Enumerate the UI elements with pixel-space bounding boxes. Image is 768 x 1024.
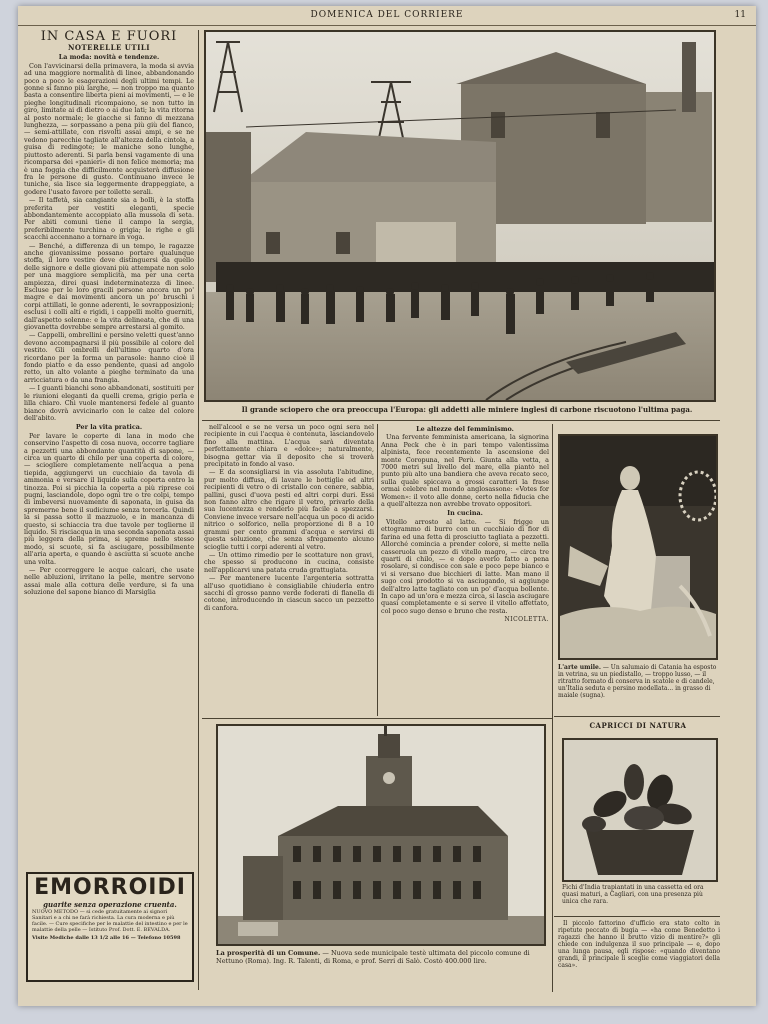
article-paragraph: Vitello arrosto al latte. — Si frigge un ettogrammo di burro con un cucchiaio di fior di farina ed una fetta di prosciutto tagliata a pezzetti. Allorché comincia a prender colore, si mette nella casseruola un pezzo di vitello magro, — circa tre quarti di chilo, — e dopo averlo fatto a pena rosolare, si condisce con sale e poco pepe bianco e vi si versano due bicchieri di latte. Man mano il sugo così prodotto si va asciugando, si aggiunge dell'altro latte tagliato con un po' d'acqua bollente. In capo ad un'ora e mezza circa, si lascia asciugare quasi completamente e si serve il vitello affettato, col poco sugo denso e bruno che resta. [381,517,549,615]
horizontal-rule [202,420,720,421]
statue-caption-title: L'arte umile. [558,664,601,671]
author-signature: NICOLETTA. [504,616,549,624]
anecdote-column [558,920,720,990]
ad-headline: EMORROIDI [34,875,186,900]
horizontal-rule [554,916,720,917]
article-paragraph: — Benché, a differenza di un tempo, le ragazze anche giovanissime possano portare qualunque stoffa, il loro vestire deve distinguersi da quello delle signore e delle giovani più attempate non solo per una maggiore semplicità, ma per una certa ampiezza, direi quasi indeterminatezza di linee. Escluse per le loro gracili persone ancora un po' magre e dai movimenti ancora un po' bruschi i corpi attillati, le gonne aderenti, le sovrapposizioni; esclusi i colli alti e rigidi, i cappelli molto guerniti, dall'aspetto solenne: e la vita delineata, che di una giovanetta dovrebbe sempre arrestarsi al gomito. [24,241,194,332]
column-rule [377,424,378,716]
article-paragraph: — E da sconsigliarsi in via assoluta l'abitudine, pur molto diffusa, di lavare le bottiglie ed altri recipienti di vetro o di cristallo con cenere, sabbia, pallini, gusci d'uova pesti ed altri corpi duri. Essi non fanno altro che rigare il vetro, privarlo della sua lucentezza e renderlo più facile a spezzarsi. Conviene invece versare nell'acqua un poco di acido nitrico o solforico, nella proporzione di 8 a 10 grammi per cento grammi d'acqua e servirsi di questa soluzione, che senza sfregamento alcuno scioglie tutti i corpi aderenti al vetro. [204,468,374,551]
horizontal-rule [554,716,720,717]
lard-statue-illustration [560,436,716,658]
ad-body: NUOVO METODO — si cede gratuitamente ai signori Sanitari e a chi ne farà richiesta. La cura moderna e più facile. — Cure specifiche per le malattie del intestino e per le malattie della pelle — Istituto Prof. Dott. E. BEVALDA. [32,909,188,933]
horizontal-rule [202,718,552,719]
article-paragraph: — I guanti bianchi sono abbandonati, sostituiti per le riunioni eleganti da quelli crema, grigio perla e lilla chiaro. Chi vuole mantenersi fedele al guanto bianco dovrà avvicinarlo con le calze del colore dell'abito. [24,384,194,422]
miners-strike-photo [204,30,716,402]
page-number: 11 [734,10,746,20]
section-subtitle: NOTERELLE UTILI [67,43,151,52]
cleaning-heading: Per la vita pratica. [75,423,143,432]
cactus-photo [562,738,718,882]
right-text-column [381,424,549,716]
town-hall-caption [216,950,550,965]
cactus-caption: Fichi d'India trapiantati in una cassetta ed ora quasi maturi, a Cagliari, con una presenza più unica che rara. [562,884,704,905]
article-paragraph: Con l'avvicinarsi della primavera, la moda si avvia ad una maggiore normalità di linee, abbandonando poco a poco le esagerazioni degli ultimi tempi. Le gonne si fanno più larghe, — non troppo ma quanto basta a consentire liberta pieni ai movimenti, — e le pieghe longitudinali ricompaiono, se non tutto in giro, limitate ai dì dietro o ai due lati; la vita ritorna al posto normale; le giacche si fanno di mezzana lunghezza, — sorpassano a pena più giù del fianco, — semi-attillate, con risvolti assai ampi, e se ne vedono parecchie tagliate all'altezza della cintola, a guisa di redingote; le maniche sono lunghe, piuttosto aderenti. Si parla bensì vagamente di una ricomparsa dei «panieri» di non felice memoria; ma è una foggia che difficilmente acquisterà diffusione fra le persone di gusto. Continuano invece le tuniche, sia lisce sia leggermente drappeggiate, a godere l'usato favore per toilette serali. [24,61,194,196]
statue-caption-text: — Un salumaio di Catania ha esposto in vetrina, su un piedistallo, — troppo lusso, — il ritratto formato di conserva in scatole e di candele, un'Italia seduta e persino modellata... in grasso di maiale (sugna). [558,664,717,699]
town-hall-caption-title: La prosperità di un Comune. [216,949,321,957]
running-header [18,10,756,26]
feminism-heading: Le altezze del femminismo. [416,425,514,433]
miners-strike-illustration [206,32,714,400]
newspaper-page [18,6,756,1006]
section-title: IN CASA E FUORI [40,30,178,44]
ad-subheadline: guarite senza operazione cruenta. [43,900,177,909]
article-paragraph: — Cappelli, ombrellini e persino veletti quest'anno devono accompagnarsi il più possibile al colore del vestito. Gli ombrelli dell'ultimo quarto d'ora ricordano per la forma un parasole: hanno cioè il fondo piatto e da esso pendente, quasi ad angolo retto, un alto volante a pieghe terminato da una arricciatura o da una frangia. [24,331,194,384]
ad-footer: Visite Mediche dalle 13 1/2 alle 16 — Telefono 10598 [32,935,181,941]
article-paragraph: — Il taffetà, sia cangiante sia a bolli, è la stoffa preferita per vestiti eleganti, specie abbondantemente accoppiato alla mussola di seta. Per abiti comuni tiene il campo la sergia, preferibilmente turchina o grigia; le righe e gli scacchi accennano a tornare in voga. [24,196,194,242]
statue-photo [558,434,718,660]
fashion-heading: La moda: novità e tendenze. [58,53,160,62]
column-rule [198,30,199,990]
masthead: DOMENICA DEL CORRIERE [310,10,464,20]
column-rule [552,424,553,992]
kitchen-heading: In cucina. [447,509,483,518]
article-paragraph: — Un ottimo rimedio per le scottature non gravi, che spesso si producono in cucina, consiste nell'applicarvi una patata cruda grattugiata. [204,550,374,574]
nature-box-title: CAPRICCI DI NATURA [589,721,687,730]
article-paragraph: — Per ccorreggere le acque calcari, che usate nelle abluzioni, irritano la pelle, mentre servono assai male alla cottura delle verdure, si fa una soluzione del sapone bianco di Marsiglia [24,566,194,597]
statue-caption [558,664,720,699]
town-hall-photo [216,724,546,946]
anecdote-text: Il piccolo fattorino d'ufficio era stato colto in ripetute peccato di bugia — «ha come Benedetto i ragazzi che hanno il brutto vizio di mentire?» gli chiede con indulgenza il suo principale — e, dopo una lunga pausa, egli rispose: «quando diventano grandi, il principale li sceglie come viaggiatori della casa». [558,920,720,969]
left-column [24,30,194,870]
article-paragraph: — Per mantenere lucente l'argenteria sottratta all'uso quotidiano è consigliabile chiuderla entro sacchi di grosso panno verde foderati di flanella di cotone, introducendo in ciascun sacco un pezzetto di canfora. [204,574,374,612]
article-paragraph: Per lavare le coperte di lana in modo che conservino l'aspetto di cosa nuova, occorre tagliare a pezzetti una abbondante quantità di sapone, — circa un quarto di chilo per una coperta di colore, — sciogliere completamente nell'acqua a pena tiepida, aggiungervi un cucchiaio da tavola di ammonia e versare il liquido sulla coperta entro la tinozza. Poi si picchia la coperta a più riprese coi pugni, lasciandole, dopo ogni tre o tre colpi, tempo di imbeversi nuovamente di saponata, in guisa da spremerne bene il sudiciume senza torcerla. Quindi la si passa sotto il mazzuolo, e in mancanza di questo, si schiaccia tra due tavole per toglierne il liquido. Si risciacqua in una seconda saponata assai più leggera della prima, si spreme nello stesso modo, si scuote, si fa asciugare, possibilmente all'aria aperta, e quando è asciutta si scuote anche una volta. [24,431,194,566]
town-hall-illustration [218,726,544,944]
emorroidi-advertisement [26,872,194,982]
miners-photo-caption: Il grande sciopero che ora preoccupa l'Europa: gli addetti alle miniere inglesi di carbone riscuotono l'ultima paga. [241,405,693,414]
article-paragraph: Una fervente femminista americana, la signorina Anna Peck che è in pari tempo valentissima alpinista, fece recentemente la ascensione del monte Coropuna, nel Perù. Giunta alla vetta, a 7000 metri sul livello del mare, ella piantò nel punto più alto una bandiera che aveva recato seco, sulla quale spiccava a grossi caratteri la frase ormai celebre nel mondo anglosassone: «Votes for Women»: il voto alle donne, certo nella fiducia che a quell'altezza non avrebbe trovato oppositori. [381,433,549,509]
middle-column [204,424,374,716]
town-hall-caption-text: — Nuova sede municipale testè ultimata del piccolo comune di Nettuno (Roma). Ing. R. Talenti, di Roma, e prof. Serri di Salò. Costò 400.000 lire. [216,949,530,965]
cactus-illustration [564,740,716,880]
article-paragraph: nell'alcool e se ne versa un poco ogni sera nel recipiente in cui l'acqua è contenuta, lasciandovelo fino alla mattina. L'acqua sarà diventata perfettamente chiara e «dolce»; naturalmente, bisogna gettar via il deposito che si troverà precipitato in fondo al vaso. [204,424,374,469]
